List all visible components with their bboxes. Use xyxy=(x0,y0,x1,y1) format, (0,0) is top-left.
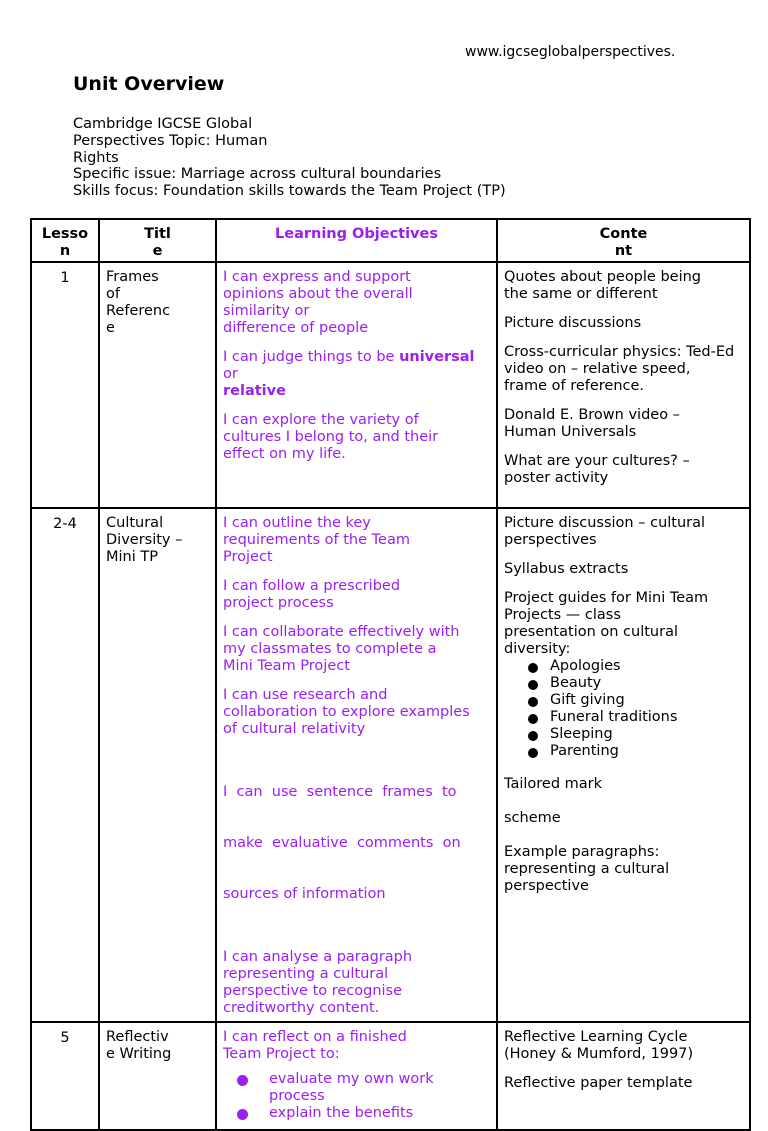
header-content: Conte nt xyxy=(497,219,750,262)
intro-line: Specific issue: Marriage across cultural boundaries xyxy=(73,166,442,183)
objective: I can express and support opinions about the overall similarity or difference of people xyxy=(223,269,413,336)
title-cell: Frames of Referenc e xyxy=(99,262,216,508)
page-title: Unit Overview xyxy=(73,73,225,95)
objective: I can judge things to be universal or relative xyxy=(223,349,475,399)
website-url: www.igcseglobalperspectives. xyxy=(465,44,676,60)
list-item: Sleeping xyxy=(528,726,743,743)
content-item: Picture discussion – cultural perspectives xyxy=(504,515,706,548)
table-row xyxy=(31,1022,750,1130)
table-row xyxy=(31,508,750,1022)
reflection-goals-list xyxy=(223,1071,490,1122)
objectives-cell xyxy=(216,262,497,508)
intro-line: Cambridge IGCSE Global xyxy=(73,116,253,132)
intro-block xyxy=(73,116,553,200)
lesson-cell: 1 xyxy=(31,262,99,508)
lesson-cell: 2-4 xyxy=(31,508,99,1022)
objective: I can analyse a paragraph representing a cultural perspective to recognise creditworthy content. xyxy=(223,949,413,1016)
content-item: Quotes about people being the same or different xyxy=(504,269,701,302)
content-item: Syllabus extracts xyxy=(504,561,629,577)
content-item: Donald E. Brown video – Human Universals xyxy=(504,407,680,440)
table-row xyxy=(31,262,750,508)
objective: I can outline the key requirements of the Team Project xyxy=(223,515,410,565)
list-item: Beauty xyxy=(528,675,743,692)
diversity-topics-list xyxy=(504,658,743,760)
list-item: Gift giving xyxy=(528,692,743,709)
list-item: explain the benefits xyxy=(237,1105,490,1122)
list-item: Parenting xyxy=(528,743,743,760)
intro-line: Skills focus: Foundation skills towards the Team Project (TP) xyxy=(73,183,506,200)
content-item: Picture discussions xyxy=(504,315,642,331)
objective: I can explore the variety of cultures I belong to, and their effect on my life. xyxy=(223,412,439,462)
objective: I can use sentence frames to make evaluative comments on sources of information xyxy=(223,784,461,902)
content-cell xyxy=(497,508,750,1022)
objective: I can follow a prescribed project process xyxy=(223,578,401,611)
objective: I can reflect on a finished Team Project to: xyxy=(223,1029,407,1062)
content-item: Project guides for Mini Team Projects — class presentation on cultural diversity: xyxy=(504,590,709,657)
intro-line: Rights xyxy=(73,149,119,166)
title-cell: Cultural Diversity – Mini TP xyxy=(99,508,216,1022)
objectives-cell xyxy=(216,508,497,1022)
list-item: Apologies xyxy=(528,658,743,675)
content-item: Cross-curricular physics: Ted-Ed video on – relative speed, frame of reference. xyxy=(504,344,735,394)
title-cell: Reflectiv e Writing xyxy=(99,1022,216,1130)
list-item: Funeral traditions xyxy=(528,709,743,726)
objective: I can use research and collaboration to explore examples of cultural relativity xyxy=(223,687,470,737)
unit-overview-table xyxy=(30,218,751,1131)
content-item: Tailored mark xyxy=(504,776,603,792)
intro-line: Perspectives Topic: Human xyxy=(73,132,268,149)
list-item: evaluate my own work process xyxy=(237,1071,490,1105)
content-item: Reflective paper template xyxy=(504,1075,693,1091)
header-title: Titl e xyxy=(99,219,216,262)
content-item: Example paragraphs: representing a cultural perspective xyxy=(504,844,670,894)
content-cell xyxy=(497,1022,750,1130)
content-item: Reflective Learning Cycle (Honey & Mumford, 1997) xyxy=(504,1029,694,1062)
objectives-cell xyxy=(216,1022,497,1130)
table-header-row xyxy=(31,219,750,262)
lesson-cell: 5 xyxy=(31,1022,99,1130)
header-lesson: Lesso n xyxy=(31,219,99,262)
content-cell xyxy=(497,262,750,508)
objective: I can collaborate effectively with my classmates to complete a Mini Team Project xyxy=(223,624,460,674)
content-item: scheme xyxy=(504,810,561,826)
header-learning-objectives: Learning Objectives xyxy=(216,219,497,262)
content-item: What are your cultures? – poster activity xyxy=(504,453,690,486)
